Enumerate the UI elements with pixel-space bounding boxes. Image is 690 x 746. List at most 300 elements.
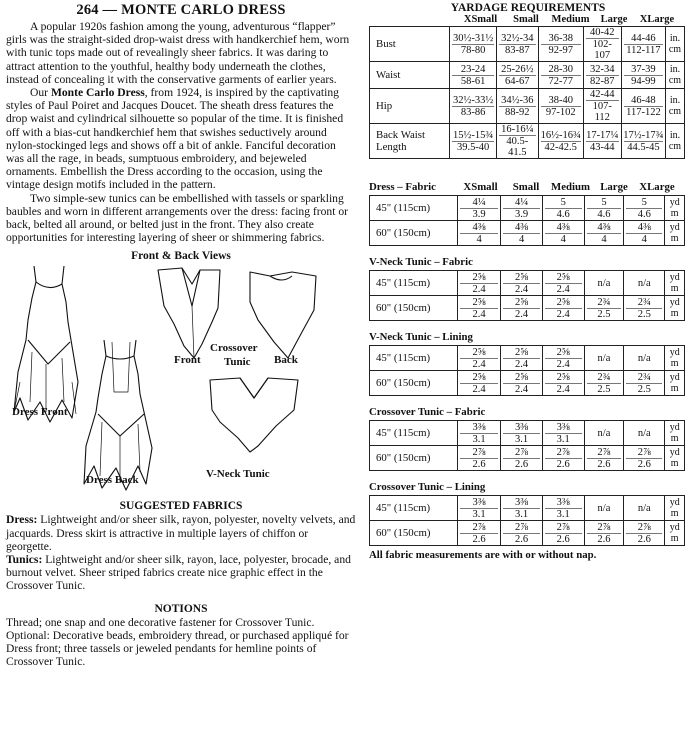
size-xsmall: XSmall: [463, 14, 498, 25]
cell-metric: 117-122: [624, 106, 663, 118]
unit-cell: [665, 421, 685, 446]
unit-cm: cm: [668, 75, 682, 86]
unit-yd: yd: [669, 522, 680, 533]
cell-metric: 2.6: [460, 458, 499, 470]
cell-metric: 4: [460, 233, 499, 245]
fabric-table: [369, 420, 685, 471]
notions-title: NOTIONS: [154, 602, 208, 615]
unit-m: m: [670, 433, 679, 444]
cell-metric: 88-92: [499, 106, 536, 118]
row-label: 60" (150cm): [370, 446, 458, 471]
table-cell: [542, 496, 584, 521]
table-cell: [450, 124, 496, 159]
cell-value: 37-39: [631, 63, 656, 75]
page-title: 264 — MONTE CARLO DRESS: [76, 2, 286, 18]
table-cell: [542, 421, 584, 446]
cell-metric: 2.4: [503, 358, 539, 370]
table-cell: [457, 421, 501, 446]
cell-metric: 2.5: [587, 383, 621, 395]
table-cell: [542, 521, 584, 546]
cell-metric: 2.4: [460, 358, 499, 370]
table-cell: [624, 296, 665, 321]
cell-value: 2⅞: [515, 446, 529, 458]
row-label: 60" (150cm): [370, 221, 458, 246]
table-cell: [501, 371, 542, 396]
row-label: 45" (115cm): [370, 421, 458, 446]
table-cell: [583, 89, 621, 124]
cell-metric: 2.4: [545, 358, 582, 370]
unit-yd: yd: [669, 372, 680, 383]
cell-value: 2¾: [597, 371, 611, 383]
row-label: Bust: [370, 27, 450, 62]
label-crossover: Crossover: [210, 342, 258, 355]
table-cell: [584, 496, 623, 521]
cell-value: 2⅝: [472, 296, 486, 308]
table-cell: [538, 89, 583, 124]
cell-value: 2⅝: [472, 271, 486, 283]
cell-metric: 2.6: [545, 458, 582, 470]
cell-value: 32½-34: [501, 32, 534, 44]
cell-value: 38-40: [548, 94, 573, 106]
cell-metric: 102-107: [586, 38, 619, 61]
table-cell: [538, 124, 583, 159]
cell-metric: 3.9: [460, 208, 499, 220]
unit-cell: [665, 521, 685, 546]
cell-value: 2⅝: [556, 271, 570, 283]
table-row: [370, 346, 685, 371]
table-cell: [584, 221, 623, 246]
yardage-title: YARDAGE REQUIREMENTS: [450, 2, 606, 14]
table-cell: [501, 271, 542, 296]
fabric-table-header: [369, 331, 687, 343]
unit-yd: yd: [669, 497, 680, 508]
cell-value: 3⅜: [556, 496, 570, 508]
unit-m: m: [670, 283, 679, 294]
cell-metric: 2.6: [503, 533, 539, 545]
fabric-size-header: Small: [512, 181, 540, 193]
cell-metric: 3.1: [545, 508, 582, 520]
fabric-table-title: Dress – Fabric: [369, 181, 436, 193]
intro-p2-post: , from 1924, is inspired by the captivating styles of Paul Poiret and Jacques Doucet. The sheath dress features the drop waist and cylindrical silhouette so popular of the time. It is finished off with a bias-cut handkerchief hem that swishes seductively around nylon-stockinged legs and shows off a bit of ankle. Fanciful decoration was all the rage, in beads, sumptuous embroidery, and bejeweled ornaments. Embellish the Dress according to the occasion, using the vintage design motifs included in the pattern.: [6, 86, 344, 192]
cell-value: 3⅜: [472, 496, 486, 508]
table-cell: [584, 421, 623, 446]
garment-illustrations: [6, 262, 356, 494]
cell-metric: 4.6: [545, 208, 582, 220]
tunic-fabrics-text: [6, 553, 356, 593]
cell-value: 17½-17¾: [623, 129, 664, 141]
row-label: Waist: [370, 62, 450, 89]
table-cell: [457, 271, 501, 296]
fabric-table-header: [369, 256, 687, 268]
table-cell: [457, 521, 501, 546]
table-cell: [621, 62, 665, 89]
cell-metric: 3.1: [545, 433, 582, 445]
cell-metric: 2.4: [545, 383, 582, 395]
row-label: Back Waist Length: [370, 124, 450, 159]
table-row: [370, 196, 685, 221]
cell-value: 36-38: [548, 32, 573, 44]
cell-metric: 2.5: [626, 308, 662, 320]
fabric-table-title: V-Neck Tunic – Fabric: [369, 256, 473, 268]
cell-value: 2⅝: [515, 271, 529, 283]
cell-value: 2⅞: [597, 446, 611, 458]
notions-section: [6, 603, 356, 669]
cell-metric: 44.5-45: [624, 141, 663, 153]
table-cell: [583, 124, 621, 159]
cell-metric: 112-117: [624, 44, 663, 56]
cell-value: 44-46: [631, 32, 656, 44]
intro-p2-bold: Monte Carlo Dress: [50, 86, 145, 100]
table-cell: [542, 271, 584, 296]
cell-value: n/a: [637, 352, 651, 364]
cell-metric: 97-102: [541, 106, 581, 118]
table-cell: [450, 89, 496, 124]
unit-yd: yd: [669, 422, 680, 433]
cell-metric: 2.4: [460, 383, 499, 395]
unit-cell: [665, 296, 685, 321]
cell-metric: 2.6: [545, 533, 582, 545]
row-label: Hip: [370, 89, 450, 124]
cell-value: 5: [641, 196, 647, 208]
cell-value: 16-16¼: [501, 124, 534, 135]
cell-value: 2⅞: [556, 521, 570, 533]
fabric-table: [369, 270, 685, 321]
fabric-size-header: XSmall: [463, 181, 498, 193]
nap-note: All fabric measurements are with or without nap.: [369, 549, 597, 561]
cell-metric: 2.4: [545, 283, 582, 295]
table-cell: [496, 62, 538, 89]
fabric-tables: [369, 181, 687, 546]
table-cell: [496, 89, 538, 124]
cell-value: 2⅝: [472, 371, 486, 383]
table-cell: [542, 221, 584, 246]
cell-value: 2⅞: [472, 521, 486, 533]
table-cell: [542, 446, 584, 471]
size-header: [369, 14, 687, 25]
label-back: Back: [274, 354, 298, 367]
cell-value: 32½-33½: [453, 94, 494, 106]
cell-value: 4⅜: [515, 221, 529, 233]
right-column: [369, 2, 687, 561]
fabric-table: [369, 495, 685, 546]
cell-value: 2⅞: [637, 521, 651, 533]
cell-value: 2⅝: [556, 346, 570, 358]
cell-metric: 78-80: [452, 44, 493, 56]
cell-metric: 4.6: [626, 208, 662, 220]
table-row: [370, 124, 685, 159]
unit-in: in.: [669, 130, 681, 141]
cell-value: n/a: [637, 502, 651, 514]
cell-metric: 2.6: [460, 533, 499, 545]
unit-cm: cm: [668, 106, 682, 117]
table-cell: [624, 521, 665, 546]
cell-metric: 2.6: [626, 458, 662, 470]
table-cell: [584, 196, 623, 221]
cell-value: 4¼: [472, 196, 486, 208]
cell-value: 2⅝: [556, 296, 570, 308]
cell-value: 5: [560, 196, 566, 208]
unit-yd: yd: [669, 197, 680, 208]
row-label: 45" (115cm): [370, 271, 458, 296]
cell-value: 4⅜: [556, 221, 570, 233]
label-dress-front: Dress Front: [12, 406, 68, 419]
table-cell: [538, 62, 583, 89]
unit-cell: [665, 271, 685, 296]
table-row: [370, 296, 685, 321]
unit-m: m: [670, 508, 679, 519]
table-row: [370, 371, 685, 396]
table-cell: [624, 496, 665, 521]
unit-cell: [665, 221, 685, 246]
unit-cell: [665, 496, 685, 521]
cell-metric: 4: [626, 233, 662, 245]
cell-metric: 4: [587, 233, 621, 245]
cell-metric: 2.4: [460, 283, 499, 295]
cell-value: 2⅝: [515, 296, 529, 308]
cell-metric: 83-87: [499, 44, 536, 56]
table-cell: [542, 346, 584, 371]
label-tunic: Tunic: [224, 356, 251, 369]
fabric-size-header: Large: [600, 181, 628, 193]
cell-metric: 2.6: [587, 533, 621, 545]
unit-cm: cm: [668, 141, 682, 152]
cell-value: 2⅝: [515, 371, 529, 383]
unit-yd: yd: [669, 447, 680, 458]
cell-value: 15½-15¾: [453, 129, 494, 141]
table-cell: [621, 124, 665, 159]
body-measurements-table: [369, 26, 685, 159]
cell-value: 3⅜: [515, 496, 529, 508]
table-cell: [584, 371, 623, 396]
table-cell: [457, 346, 501, 371]
cell-metric: 107-112: [586, 100, 619, 123]
cell-metric: 2.5: [587, 308, 621, 320]
label-dress-back: Dress Back: [86, 474, 139, 487]
table-cell: [450, 27, 496, 62]
cell-value: 2⅞: [556, 446, 570, 458]
label-front: Front: [174, 354, 201, 367]
table-row: [370, 89, 685, 124]
cell-value: 40-42: [590, 27, 615, 38]
unit-cell: [665, 446, 685, 471]
intro-paragraph-2: [6, 86, 356, 192]
cell-value: 5: [601, 196, 607, 208]
crossover-back-drawing: [250, 272, 316, 358]
table-cell: [457, 446, 501, 471]
table-cell: [501, 521, 542, 546]
cell-value: 34½-36: [501, 94, 534, 106]
table-cell: [584, 446, 623, 471]
unit-cell: [665, 196, 685, 221]
cell-value: 25-26½: [501, 63, 534, 75]
intro-text: [6, 20, 356, 244]
table-cell: [501, 346, 542, 371]
table-cell: [457, 371, 501, 396]
table-cell: [457, 496, 501, 521]
cell-value: 46-48: [631, 94, 656, 106]
cell-value: 2⅞: [637, 446, 651, 458]
fabric-size-header: XLarge: [639, 181, 675, 193]
table-cell: [584, 271, 623, 296]
cell-metric: 3.1: [503, 433, 539, 445]
cell-metric: 2.6: [626, 533, 662, 545]
cell-metric: 3.1: [503, 508, 539, 520]
table-cell: [583, 27, 621, 62]
table-row: [370, 271, 685, 296]
table-cell: [624, 446, 665, 471]
table-cell: [542, 196, 584, 221]
size-small: Small: [513, 14, 539, 25]
unit-cell: [665, 124, 684, 159]
notions-text: Thread; one snap and one decorative fastener for Crossover Tunic. Optional: Decorative beads, embroidery thread, or purchased appliqué for Dress front; three tassels or jeweled pendants for hemline points of Crossover Tunic.: [6, 615, 349, 669]
fabric-table-header: [369, 181, 687, 193]
views-title: Front & Back Views: [131, 250, 231, 263]
unit-cell: [665, 346, 685, 371]
cell-value: n/a: [597, 502, 611, 514]
table-cell: [584, 296, 623, 321]
fabric-table: [369, 195, 685, 246]
suggested-fabrics-section: [6, 500, 356, 592]
table-cell: [624, 271, 665, 296]
size-medium: Medium: [551, 14, 590, 25]
tunic-fabrics-label: Tunics:: [6, 553, 43, 567]
cell-value: n/a: [597, 352, 611, 364]
left-column: [6, 2, 356, 668]
size-large: Large: [600, 14, 628, 25]
unit-yd: yd: [669, 297, 680, 308]
cell-metric: 4.6: [587, 208, 621, 220]
fabric-table-header: [369, 481, 687, 493]
table-cell: [457, 221, 501, 246]
cell-value: 4⅜: [597, 221, 611, 233]
table-cell: [501, 221, 542, 246]
cell-value: 2⅞: [515, 521, 529, 533]
cell-metric: 82-87: [586, 75, 619, 87]
table-cell: [457, 196, 501, 221]
cell-value: 3⅜: [515, 421, 529, 433]
table-cell: [496, 27, 538, 62]
row-label: 60" (150cm): [370, 296, 458, 321]
table-cell: [621, 27, 665, 62]
table-cell: [624, 221, 665, 246]
cell-metric: 64-67: [499, 75, 536, 87]
cell-value: 3⅜: [556, 421, 570, 433]
cell-value: n/a: [637, 427, 651, 439]
table-cell: [624, 346, 665, 371]
table-row: [370, 496, 685, 521]
unit-in: in.: [669, 64, 681, 75]
fabric-table-title: Crossover Tunic – Lining: [369, 481, 486, 493]
cell-value: 4⅜: [472, 221, 486, 233]
unit-yd: yd: [669, 272, 680, 283]
cell-value: n/a: [597, 427, 611, 439]
table-cell: [457, 296, 501, 321]
unit-yd: yd: [669, 347, 680, 358]
cell-value: 4¼: [515, 196, 529, 208]
table-cell: [583, 62, 621, 89]
cell-metric: 72-77: [541, 75, 581, 87]
unit-m: m: [670, 358, 679, 369]
unit-in: in.: [669, 33, 681, 44]
cell-value: 2⅝: [515, 346, 529, 358]
cell-metric: 2.5: [626, 383, 662, 395]
fabric-table-header: [369, 406, 687, 418]
tunic-fabrics-body: Lightweight and/or sheer silk, rayon, lace, polyester, brocade, and burnout velvet. Sheer striped fabrics create nice graphic effect in the Crossover Tunic.: [6, 553, 351, 593]
cell-value: 2⅝: [556, 371, 570, 383]
intro-paragraph-3: Two simple-sew tunics can be embellished with tassels or sparkling baubles and worn in different arrangements over the dress: facing front or back, belted all around, or belted just in the front. They also create opportunities for interesting layering of sheer or shimmering fabrics.: [6, 191, 349, 245]
cell-value: 16½-16¾: [540, 129, 581, 141]
cell-metric: 58-61: [452, 75, 493, 87]
table-row: [370, 221, 685, 246]
cell-metric: 2.6: [503, 458, 539, 470]
cell-value: 2⅞: [472, 446, 486, 458]
cell-value: 3⅜: [472, 421, 486, 433]
unit-cm: cm: [668, 44, 682, 55]
cell-metric: 39.5-40: [452, 141, 493, 153]
cell-metric: 94-99: [624, 75, 663, 87]
cell-value: n/a: [637, 277, 651, 289]
cell-value: 2¾: [637, 296, 651, 308]
cell-metric: 2.4: [503, 383, 539, 395]
table-row: [370, 62, 685, 89]
cell-metric: 3.1: [460, 508, 499, 520]
intro-p2-pre: Our: [30, 86, 51, 100]
cell-value: 23-24: [460, 63, 486, 75]
table-row: [370, 446, 685, 471]
unit-cell: [665, 371, 685, 396]
dress-front-drawing: [14, 266, 78, 422]
fabric-table-title: V-Neck Tunic – Lining: [369, 331, 473, 343]
label-vneck-tunic: V-Neck Tunic: [206, 468, 270, 481]
cell-metric: 4: [503, 233, 539, 245]
table-cell: [621, 89, 665, 124]
suggested-fabrics-title: SUGGESTED FABRICS: [119, 500, 243, 513]
table-cell: [538, 27, 583, 62]
unit-m: m: [670, 458, 679, 469]
cell-value: 32-34: [590, 63, 615, 75]
row-label: 45" (115cm): [370, 196, 458, 221]
table-cell: [501, 446, 542, 471]
intro-paragraph-1: A popular 1920s fashion among the young, adventurous “flapper” girls was the straight-sided drop-waist dress with handkerchief hem, worn with tunic tops made out of revealingly sheer fabrics. It was daring to attract attention to the youthful, healthy body underneath the clothes, instead of concealing it with the conservative garments of earlier years.: [6, 20, 350, 86]
row-label: 60" (150cm): [370, 371, 458, 396]
unit-m: m: [670, 233, 679, 244]
fabric-table: [369, 345, 685, 396]
cell-metric: 40.5-41.5: [499, 135, 536, 158]
cell-value: 2¾: [597, 296, 611, 308]
unit-m: m: [670, 383, 679, 394]
cell-metric: 2.4: [503, 308, 539, 320]
table-cell: [542, 371, 584, 396]
table-cell: [501, 196, 542, 221]
cell-metric: 43-44: [586, 141, 619, 153]
cell-metric: 2.4: [545, 308, 582, 320]
cell-value: 17-17¼: [586, 129, 619, 141]
unit-cell: [665, 89, 684, 124]
cell-metric: 83-86: [452, 106, 493, 118]
vneck-tunic-drawing: [210, 378, 298, 452]
cell-value: 2⅝: [472, 346, 486, 358]
row-label: 60" (150cm): [370, 521, 458, 546]
table-cell: [496, 124, 538, 159]
table-row: [370, 421, 685, 446]
table-cell: [624, 421, 665, 446]
unit-cell: [665, 62, 684, 89]
dress-back-drawing: [84, 340, 152, 490]
cell-metric: 92-97: [541, 44, 581, 56]
fabric-size-header: Medium: [551, 181, 590, 193]
unit-yd: yd: [669, 222, 680, 233]
table-cell: [624, 196, 665, 221]
